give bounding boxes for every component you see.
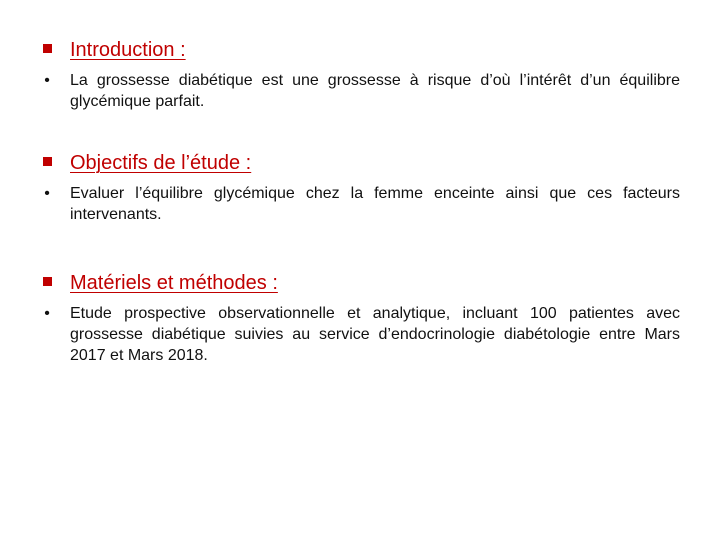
section-heading (40, 151, 680, 175)
bullet-item (40, 70, 680, 112)
square-bullet-icon (43, 44, 52, 53)
square-bullet-icon (43, 157, 52, 166)
bullet-text-introduction: La grossesse diabétique est une grossesse à risque d’où l’intérêt d’un équilibre glycémique parfait. (70, 72, 680, 110)
bullet-text-materiels: Etude prospective observationnelle et analytique, incluant 100 patientes avec grossesse diabétique suivies au service d’endocrinologie diabétologie entre Mars 2017 et Mars 2018. (70, 305, 680, 364)
bullet-text-objectifs: Evaluer l’équilibre glycémique chez la femme enceinte ainsi que ces facteurs intervenants. (70, 185, 680, 223)
section-heading (40, 271, 680, 295)
section-heading (40, 38, 680, 62)
heading-materiels: Matériels et méthodes : (70, 272, 278, 294)
square-bullet-icon (43, 277, 52, 286)
bullet-dot-icon: • (44, 305, 50, 322)
section-objectifs (40, 151, 680, 225)
bullet-dot-icon: • (44, 72, 50, 89)
section-materiels (40, 271, 680, 366)
bullet-dot-icon: • (44, 185, 50, 202)
heading-objectifs: Objectifs de l’étude : (70, 152, 252, 174)
bullet-item (40, 303, 680, 366)
section-introduction (40, 38, 680, 112)
bullet-item (40, 183, 680, 225)
heading-introduction: Introduction : (70, 39, 186, 61)
